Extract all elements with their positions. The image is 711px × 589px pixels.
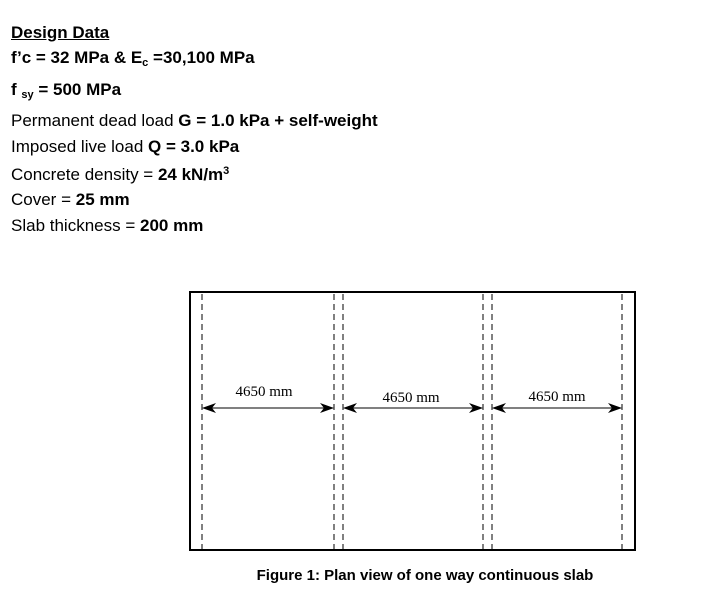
live-load-label: Imposed live load — [11, 136, 149, 156]
density-value: 24 kN/m — [157, 165, 224, 185]
density-superscript: 3 — [223, 165, 230, 178]
design-data-heading: Design Data — [11, 23, 110, 42]
fsy-value: = 500 MPa — [33, 79, 122, 99]
fc-label: f’c = 32 MPa & E — [11, 48, 143, 68]
support-lines — [202, 294, 622, 549]
ec-subscript: c — [142, 57, 149, 70]
span-label-2: 4650 mm — [382, 390, 440, 406]
fsy-label: f — [11, 79, 22, 99]
slab-outline — [190, 292, 635, 550]
span-label-3: 4650 mm — [528, 389, 586, 405]
dead-load-label: Permanent dead load — [11, 111, 179, 131]
cover-value: 25 mm — [75, 190, 130, 210]
cover-label: Cover = — [11, 190, 76, 210]
live-load-value: Q = 3.0 kPa — [148, 136, 240, 156]
figure-caption: Figure 1: Plan view of one way continuous slab — [256, 567, 594, 584]
density-label: Concrete density = — [11, 165, 158, 185]
thickness-label: Slab thickness = — [11, 215, 140, 235]
ec-value: =30,100 MPa — [148, 48, 255, 68]
thickness-value: 200 mm — [140, 215, 204, 235]
span-label-1: 4650 mm — [235, 384, 293, 400]
dead-load-value: G = 1.0 kPa + self-weight — [178, 111, 378, 131]
fsy-subscript: sy — [21, 88, 34, 101]
